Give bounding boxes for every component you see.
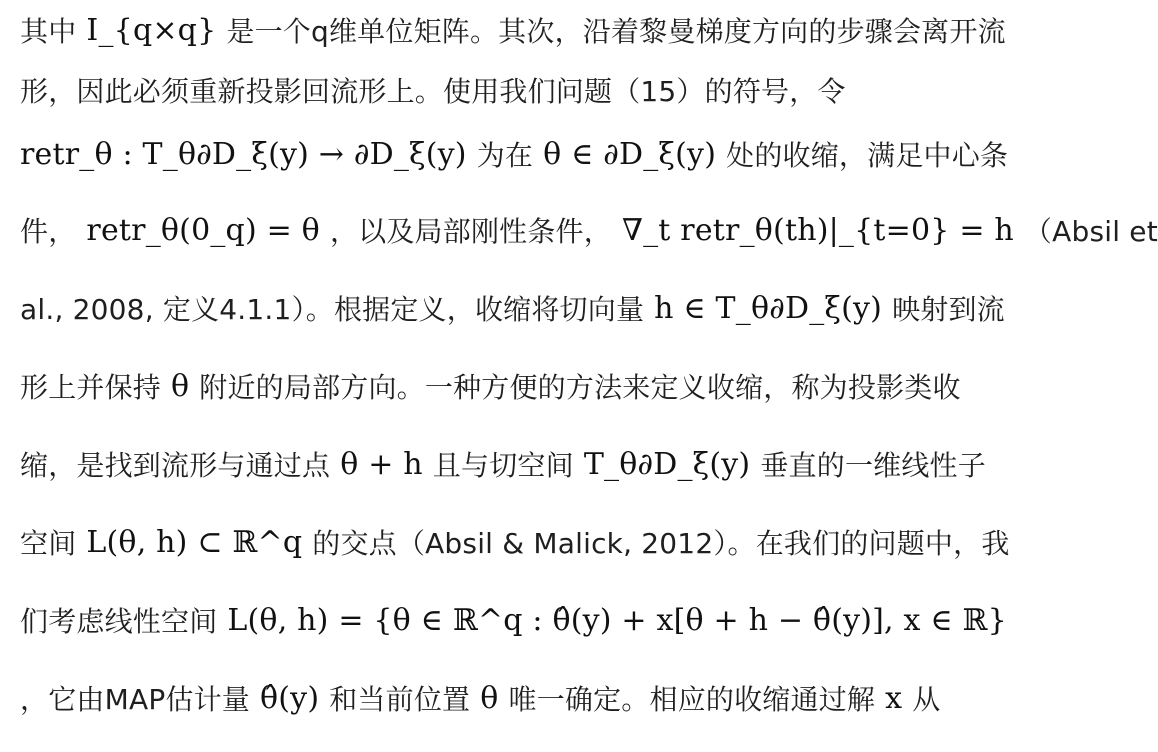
text-segment: 附近的局部方向。一种方便的方法来定义收缩，称为投影类收 [199,371,961,404]
text-segment: 空间 [20,527,77,560]
paragraph-line-3 [20,124,1070,184]
text-segment: 垂直的一维线性子 [760,449,986,482]
math-expression: ∇_t retr_θ(th)|_{t=0} = h [621,212,1014,248]
math-expression: L(θ, h) = {θ ∈ ℝ^q : θ̂(y) + x[θ + h − θ̂(y)], x ∈ ℝ} [227,602,1007,638]
paragraph-line-4 [20,200,1158,260]
text-segment: 缩，是找到流形与通过点 [20,449,331,482]
text-segment: 映射到流 [892,293,1005,326]
text-segment: 是一个q维单位矩阵。其次，沿着黎曼梯度方向的步骤会离开流 [226,15,1006,48]
text-segment: 处的收缩，满足中心条 [726,139,1009,172]
paragraph-line-2 [20,60,1070,120]
math-expression: L(θ, h) ⊂ ℝ^q [86,524,303,560]
text-segment: 们考虑线性空间 [20,605,218,638]
text-segment: 的交点（Absil & Malick, 2012）。在我们的问题中，我 [312,527,1010,560]
paragraph-line-9 [20,590,1070,650]
text-segment: 形，因此必须重新投影回流形上。使用我们问题（15）的符号，令 [20,75,846,108]
math-expression: T_θ∂D_ξ(y) [583,446,751,482]
math-expression: retr_θ : T_θ∂D_ξ(y) → ∂D_ξ(y) [20,136,467,172]
text-segment: ，以及局部刚性条件， [329,215,612,248]
paragraph-line-1 [20,0,1070,60]
text-segment: 其中 [20,15,77,48]
math-expression: h ∈ T_θ∂D_ξ(y) [654,290,883,326]
text-segment: （Absil et [1023,215,1158,248]
paragraph-line-5 [20,278,1070,338]
math-expression: θ ∈ ∂D_ξ(y) [543,136,717,172]
text-segment: 且与切空间 [432,449,574,482]
text-segment: 形上并保持 [20,371,162,404]
text-segment: ，它由MAP估计量 [20,683,250,716]
paragraph-line-6 [20,356,1070,416]
text-segment: 为在 [476,139,534,172]
math-expression: I_{q×q} [86,12,217,48]
text-segment: 件， [20,215,77,248]
paragraph-line-8 [20,512,1070,572]
math-expression: θ [480,680,499,716]
text-segment: al., 2008, 定义4.1.1）。根据定义，收缩将切向量 [20,293,645,326]
paragraph-line-10 [20,668,1070,728]
text-segment: 从 [912,683,941,716]
math-expression: θ [171,368,190,404]
math-expression: retr_θ(0_q) = θ [86,212,320,248]
math-expression: θ̂(y) [260,680,320,716]
math-expression: x [885,680,903,716]
paragraph-line-7 [20,434,1070,494]
text-segment: 唯一确定。相应的收缩通过解 [508,683,876,716]
math-expression: θ + h [340,446,423,482]
text-segment: 和当前位置 [329,683,471,716]
